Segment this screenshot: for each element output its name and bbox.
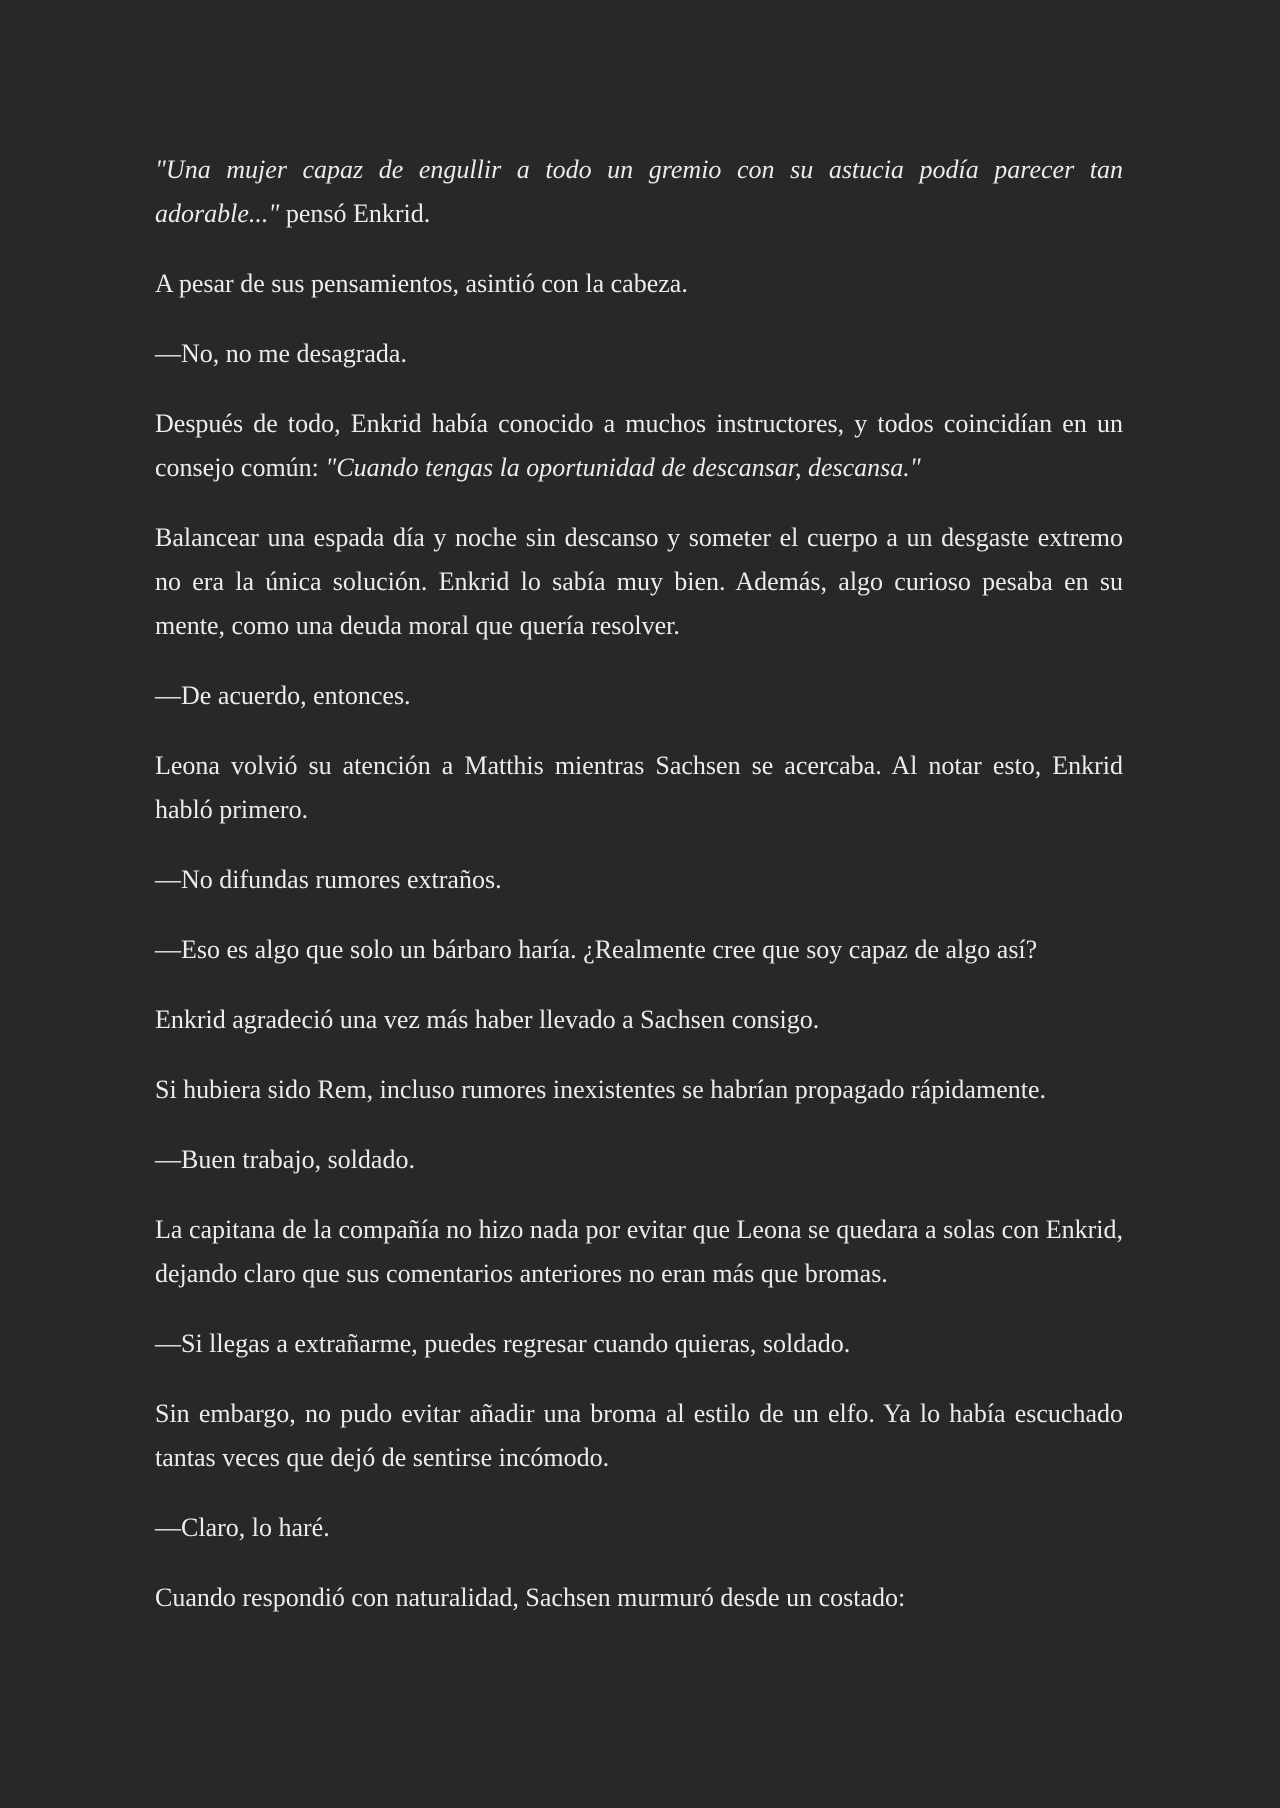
dialogue-text: —No difundas rumores extraños. — [155, 865, 502, 894]
paragraph — [155, 1208, 1123, 1296]
narration: Si hubiera sido Rem, incluso rumores inexistentes se habrían propagado rápidamente. — [155, 1075, 1046, 1104]
paragraph — [155, 1068, 1123, 1112]
dialogue-text: —Eso es algo que solo un bárbaro haría. ¿Realmente cree que soy capaz de algo así? — [155, 935, 1038, 964]
paragraph — [155, 516, 1123, 648]
narration: Sin embargo, no pudo evitar añadir una broma al estilo de un elfo. Ya lo había escuchado tantas veces que dejó de sentirse incómodo. — [155, 1399, 1123, 1472]
dialogue-text: —Claro, lo haré. — [155, 1513, 330, 1542]
dialogue-line — [155, 858, 1123, 902]
narration: Enkrid agradeció una vez más haber llevado a Sachsen consigo. — [155, 1005, 820, 1034]
dialogue-line — [155, 928, 1123, 972]
inner-thought: "Una mujer capaz de engullir a todo un gremio con su astucia podía parecer tan adorable..." — [155, 155, 1123, 228]
narration: Cuando respondió con naturalidad, Sachsen murmuró desde un costado: — [155, 1583, 906, 1612]
paragraph — [155, 148, 1123, 236]
narration: La capitana de la compañía no hizo nada por evitar que Leona se quedara a solas con Enkrid, dejando claro que sus comentarios anteriores no eran más que bromas. — [155, 1215, 1123, 1288]
dialogue-text: —No, no me desagrada. — [155, 339, 407, 368]
dialogue-line — [155, 1322, 1123, 1366]
dialogue-line — [155, 674, 1123, 718]
narration: pensó Enkrid. — [279, 199, 431, 228]
narration: Después de todo, Enkrid había conocido a muchos instructores, y todos coincidían en un consejo común: — [155, 409, 1123, 482]
narration: A pesar de sus pensamientos, asintió con la cabeza. — [155, 269, 688, 298]
dialogue-line — [155, 1506, 1123, 1550]
narration: Balancear una espada día y noche sin descanso y someter el cuerpo a un desgaste extremo no era la única solución. Enkrid lo sabía muy bien. Además, algo curioso pesaba en su mente, como una deuda moral que quería resolver. — [155, 523, 1123, 640]
paragraph — [155, 1392, 1123, 1480]
dialogue-text: —Si llegas a extrañarme, puedes regresar cuando quieras, soldado. — [155, 1329, 851, 1358]
dialogue-line — [155, 1138, 1123, 1182]
paragraph — [155, 262, 1123, 306]
dialogue-text: —De acuerdo, entonces. — [155, 681, 411, 710]
quoted-advice: "Cuando tengas la oportunidad de descansar, descansa." — [325, 453, 921, 482]
dialogue-line — [155, 332, 1123, 376]
paragraph — [155, 998, 1123, 1042]
paragraph — [155, 744, 1123, 832]
chapter-text — [155, 148, 1123, 1646]
narration: Leona volvió su atención a Matthis mientras Sachsen se acercaba. Al notar esto, Enkrid habló primero. — [155, 751, 1123, 824]
dialogue-text: —Buen trabajo, soldado. — [155, 1145, 415, 1174]
paragraph — [155, 402, 1123, 490]
paragraph — [155, 1576, 1123, 1620]
